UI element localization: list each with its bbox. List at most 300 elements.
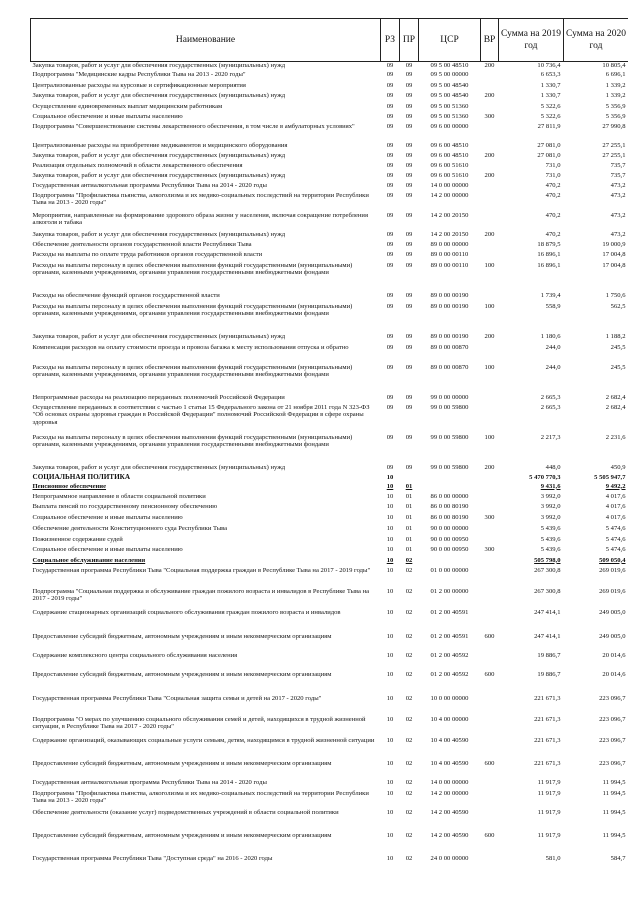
- cell-name: Содержание стационарных организаций социального обслуживания граждан пожилого возраста и инвалидов: [32, 608, 341, 616]
- cell-pr: 02: [405, 854, 413, 862]
- cell-vr: 200: [484, 62, 495, 69]
- table-row: [31, 292, 629, 303]
- cell-sum-2019: 247 414,1: [534, 608, 561, 616]
- header-pr: ПР: [400, 19, 419, 62]
- table-row: [31, 695, 629, 716]
- cell-vr: [481, 567, 499, 588]
- cell-sum-2020: 245,5: [610, 343, 626, 351]
- cell-csr: 10 4 00 00000: [430, 715, 469, 723]
- cell-csr: 09 6 00 00000: [430, 122, 469, 130]
- cell-sum-2020: 1 339,2: [605, 91, 626, 99]
- cell-csr: 90 0 00 00000: [430, 524, 469, 532]
- cell-rz: 10: [386, 587, 394, 595]
- cell-pr: 09: [405, 70, 413, 78]
- cell-csr: 01 2 00 40591: [430, 608, 469, 616]
- cell-rz: 10: [386, 632, 394, 640]
- cell-pr: 09: [405, 112, 413, 120]
- cell-csr: 89 0 00 00870: [430, 363, 469, 371]
- table-row: [31, 567, 629, 588]
- cell-sum-2019: 221 671,3: [534, 715, 561, 723]
- cell-name: Осуществление переданных в соответствии с частью 1 статьи 15 Федерального закона от 21 ноября 2011 года N 323-ФЗ "Об основах охраны здоровья граждан в Российской Федерации" полномочий Российской Федерации в сфере охраны здоровья: [32, 403, 370, 427]
- cell-vr: [481, 716, 499, 737]
- cell-rz: 10: [386, 502, 394, 510]
- cell-sum-2020: 4 017,6: [605, 513, 626, 521]
- cell-pr: 02: [405, 736, 413, 744]
- cell-name: Централизованные расходы на курсовые и сертификационные мероприятия: [32, 81, 246, 89]
- table-row: [31, 737, 629, 760]
- cell-sum-2019: 3 992,0: [540, 492, 561, 500]
- cell-csr: 89 0 00 00190: [430, 302, 469, 310]
- cell-csr: 24 0 00 00000: [430, 854, 469, 862]
- cell-sum-2019: 18 879,5: [537, 240, 561, 248]
- table-row: [31, 364, 629, 394]
- cell-name: Закупка товаров, работ и услуг для обеспечения государственных (муниципальных) нужд: [32, 62, 286, 69]
- cell-sum-2020: 11 994,5: [602, 778, 626, 786]
- cell-csr: 01 2 00 00000: [430, 587, 469, 595]
- cell-rz: 09: [386, 211, 394, 219]
- cell-sum-2020: 562,5: [610, 302, 626, 310]
- table-row: [31, 609, 629, 633]
- cell-pr: 09: [405, 161, 413, 169]
- cell-sum-2019: 5 470 770,3: [529, 473, 561, 481]
- cell-name: Социальное обеспечение и иные выплаты населению: [32, 513, 183, 521]
- cell-sum-2020: 735,7: [610, 161, 626, 169]
- cell-rz: 09: [386, 91, 394, 99]
- cell-sum-2020: 473,2: [610, 230, 626, 238]
- cell-pr: 09: [405, 151, 413, 159]
- cell-sum-2019: 16 896,1: [537, 261, 561, 269]
- cell-sum-2020: 17 004,8: [602, 250, 626, 258]
- table-row: [31, 212, 629, 231]
- cell-rz: 10: [386, 482, 394, 490]
- cell-csr: 09 5 00 51360: [430, 102, 469, 110]
- cell-sum-2020: 10 805,4: [602, 62, 626, 69]
- cell-sum-2019: 1 180,6: [540, 332, 561, 340]
- cell-pr: 01: [405, 513, 413, 521]
- cell-sum-2020: 1 750,6: [605, 291, 626, 299]
- cell-pr: 02: [405, 587, 413, 595]
- cell-sum-2020: 249 005,0: [599, 608, 626, 616]
- cell-sum-2020: 223 096,7: [599, 715, 626, 723]
- cell-rz: 10: [386, 608, 394, 616]
- cell-pr: 09: [405, 291, 413, 299]
- cell-sum-2020: 1 188,2: [605, 332, 626, 340]
- cell-rz: 09: [386, 433, 394, 441]
- cell-sum-2019: 448,0: [545, 463, 561, 471]
- cell-rz: 09: [386, 240, 394, 248]
- cell-vr: 300: [484, 545, 495, 553]
- cell-sum-2020: 5 474,6: [605, 545, 626, 553]
- cell-sum-2020: 5 356,9: [605, 112, 626, 120]
- cell-rz: 09: [386, 363, 394, 371]
- cell-vr: 300: [484, 513, 495, 521]
- cell-sum-2019: 19 886,7: [537, 651, 561, 659]
- cell-vr: 200: [484, 171, 495, 179]
- cell-csr: 14 2 00 20150: [430, 211, 469, 219]
- cell-pr: 02: [405, 759, 413, 767]
- cell-sum-2019: 5 322,6: [540, 102, 561, 110]
- cell-sum-2020: 2 231,6: [605, 433, 626, 441]
- cell-csr: 14 2 00 00000: [430, 789, 469, 797]
- table-row: [31, 652, 629, 671]
- cell-sum-2020: 450,9: [610, 463, 626, 471]
- table-row: [31, 103, 629, 113]
- cell-sum-2020: 269 019,6: [599, 587, 626, 595]
- cell-vr: [481, 394, 499, 404]
- cell-sum-2020: 269 019,6: [599, 566, 626, 574]
- cell-sum-2019: 16 896,1: [537, 250, 561, 258]
- cell-rz: 09: [386, 141, 394, 149]
- cell-name: Расходы на выплаты персоналу в целях обеспечения выполнения функций государственными (муниципальными) органами, казенными учреждениями, органами управления государственными внебюджетными фондами: [32, 363, 353, 379]
- cell-csr: 99 0 00 59800: [430, 433, 469, 441]
- cell-vr: 200: [484, 463, 495, 471]
- cell-vr: [481, 536, 499, 546]
- cell-sum-2019: 2 665,3: [540, 403, 561, 411]
- cell-csr: 09 6 00 48510: [430, 141, 469, 149]
- cell-csr: 99 0 00 59800: [430, 403, 469, 411]
- cell-vr: 100: [484, 261, 495, 269]
- header-sum-2020: Сумма на 2020 год: [564, 19, 629, 62]
- cell-sum-2019: 731,0: [545, 171, 561, 179]
- table-row: [31, 404, 629, 434]
- cell-sum-2019: 5 322,6: [540, 112, 561, 120]
- cell-vr: [481, 809, 499, 832]
- cell-sum-2020: 4 017,6: [605, 502, 626, 510]
- cell-name: Содержание организаций, оказывающих социальные услуги семьям, детям, находящимся в трудной жизненной ситуации: [32, 736, 375, 744]
- cell-rz: 10: [386, 473, 394, 481]
- cell-name: Закупка товаров, работ и услуг для обеспечения государственных (муниципальных) нужд: [32, 151, 286, 159]
- header-sum-2019: Сумма на 2019 год: [499, 19, 564, 62]
- cell-name: Подпрограмма "О мерах по улучшению социального обслуживания семей и детей, находящихся в трудной жизненной ситуации, в Республике Тыва на 2017 - 2020 годы": [32, 715, 366, 731]
- cell-rz: 10: [386, 513, 394, 521]
- table-row: [31, 493, 629, 503]
- cell-csr: 01 2 00 40591: [430, 632, 469, 640]
- cell-csr: [419, 483, 481, 493]
- cell-name: Осуществление единовременных выплат медицинским работникам: [32, 102, 223, 110]
- cell-vr: [481, 474, 499, 483]
- cell-rz: 09: [386, 302, 394, 310]
- cell-name: Содержание комплексного центра социального обслуживания населения: [32, 651, 238, 659]
- cell-csr: 01 2 00 40592: [430, 670, 469, 678]
- cell-name: Закупка товаров, работ и услуг для обеспечения государственных (муниципальных) нужд: [32, 332, 286, 340]
- cell-sum-2019: 247 414,1: [534, 632, 561, 640]
- cell-name: Государственная программа Республики Тыва "Социальная защита семьи и детей на 2017 - 2020 годы": [32, 694, 322, 702]
- cell-rz: 09: [386, 191, 394, 199]
- table-row: [31, 464, 629, 474]
- cell-name: Непрограммные расходы на реализацию переданных полномочий Российской Федерации: [32, 393, 285, 401]
- cell-name: Расходы на выплаты персоналу в целях обеспечения выполнения функций государственными (муниципальными) органами, казенными учреждениями, органами управления государственными внебюджетными фондами: [32, 302, 353, 318]
- cell-vr: 600: [484, 670, 495, 678]
- cell-rz: 10: [386, 789, 394, 797]
- table-row: [31, 82, 629, 92]
- cell-name: Выплата пенсий по государственному пенсионному обеспечению: [32, 502, 218, 510]
- cell-sum-2020: 5 474,6: [605, 535, 626, 543]
- cell-sum-2020: 19 000,9: [602, 240, 626, 248]
- table-row: [31, 514, 629, 525]
- cell-sum-2020: 6 696,1: [605, 70, 626, 78]
- cell-sum-2020: 9 492,2: [605, 482, 626, 490]
- cell-pr: 02: [405, 556, 413, 564]
- cell-vr: [481, 493, 499, 503]
- cell-sum-2020: 11 994,5: [602, 808, 626, 816]
- cell-rz: 10: [386, 651, 394, 659]
- cell-pr: 09: [405, 463, 413, 471]
- cell-vr: 600: [484, 632, 495, 640]
- cell-sum-2020: 11 994,5: [602, 789, 626, 797]
- cell-name: Мероприятия, направленные на формирование здорового образа жизни у населения, включая сокращение потребления алкоголя и табака: [32, 211, 368, 227]
- cell-sum-2020: 5 474,6: [605, 524, 626, 532]
- header-name: Наименование: [31, 19, 381, 62]
- cell-vr: [481, 142, 499, 152]
- table-body: [31, 62, 629, 874]
- cell-rz: 09: [386, 112, 394, 120]
- cell-vr: [481, 557, 499, 567]
- cell-vr: 200: [484, 91, 495, 99]
- cell-pr: 09: [405, 181, 413, 189]
- cell-name: Социальное обслуживание населения: [32, 556, 146, 564]
- cell-name: Государственная программа Республики Тыва "Социальная поддержка граждан в Республике Тыва на 2017 - 2019 годы": [32, 566, 371, 574]
- cell-vr: [481, 737, 499, 760]
- cell-sum-2020: 2 682,4: [605, 403, 626, 411]
- cell-vr: [481, 251, 499, 262]
- cell-rz: 09: [386, 151, 394, 159]
- cell-name: Закупка товаров, работ и услуг для обеспечения государственных (муниципальных) нужд: [32, 91, 286, 99]
- table-row: [31, 182, 629, 192]
- cell-sum-2019: 27 081,0: [537, 151, 561, 159]
- budget-table: [30, 18, 628, 874]
- cell-pr: 02: [405, 651, 413, 659]
- cell-pr: 09: [405, 171, 413, 179]
- table-row: [31, 142, 629, 152]
- cell-vr: [481, 241, 499, 251]
- table-header-row: [31, 19, 629, 62]
- cell-rz: 10: [386, 715, 394, 723]
- cell-name: Предоставление субсидий бюджетным, автономным учреждениям и иным некоммерческим организациям: [32, 632, 332, 640]
- cell-name: Расходы на выплаты по оплате труда работников органов государственной власти: [32, 250, 263, 258]
- cell-sum-2019: 11 917,9: [537, 789, 561, 797]
- cell-pr: 09: [405, 393, 413, 401]
- table-row: [31, 71, 629, 82]
- cell-sum-2019: 558,9: [545, 302, 561, 310]
- table-row: [31, 172, 629, 182]
- cell-csr: 86 0 00 80190: [430, 513, 469, 521]
- cell-vr: [481, 609, 499, 633]
- cell-rz: 10: [386, 736, 394, 744]
- cell-csr: 09 5 00 48540: [430, 81, 469, 89]
- cell-rz: 10: [386, 556, 394, 564]
- cell-csr: 99 0 00 59800: [430, 463, 469, 471]
- cell-pr: 09: [405, 102, 413, 110]
- cell-pr: 09: [405, 122, 413, 130]
- cell-sum-2019: 244,0: [545, 343, 561, 351]
- cell-sum-2019: 470,2: [545, 191, 561, 199]
- cell-sum-2020: 245,5: [610, 363, 626, 371]
- cell-csr: 14 0 00 00000: [430, 778, 469, 786]
- cell-vr: [481, 588, 499, 609]
- cell-sum-2020: 223 096,7: [599, 736, 626, 744]
- cell-name: Расходы на обеспечение функций органов государственной власти: [32, 291, 220, 299]
- cell-sum-2019: 10 736,4: [537, 62, 561, 69]
- table-row: [31, 152, 629, 162]
- table-row: [31, 557, 629, 567]
- document-page: [30, 18, 628, 898]
- cell-csr: 14 2 00 00000: [430, 191, 469, 199]
- cell-sum-2019: 2 665,3: [540, 393, 561, 401]
- cell-sum-2019: 11 917,9: [537, 831, 561, 839]
- cell-vr: 600: [484, 759, 495, 767]
- cell-sum-2019: 6 653,3: [540, 70, 561, 78]
- table-row: [31, 344, 629, 364]
- cell-vr: 600: [484, 831, 495, 839]
- cell-sum-2019: 581,0: [545, 854, 561, 862]
- cell-csr: 10 4 00 40590: [430, 759, 469, 767]
- cell-name: Компенсация расходов на оплату стоимости проезда и провоза багажа к месту использования отпуска и обратно: [32, 343, 349, 351]
- cell-sum-2019: 27 081,0: [537, 141, 561, 149]
- table-row: [31, 192, 629, 212]
- table-row: [31, 251, 629, 262]
- cell-name: Централизованные расходы на приобретение медикаментов и медицинского оборудования: [32, 141, 288, 149]
- cell-name: Государственная антиалкогольная программа Республики Тыва на 2014 - 2020 годы: [32, 181, 267, 189]
- cell-rz: 09: [386, 181, 394, 189]
- cell-pr: 02: [405, 831, 413, 839]
- cell-sum-2020: 27 255,1: [602, 141, 626, 149]
- cell-pr: 09: [405, 211, 413, 219]
- cell-rz: 09: [386, 102, 394, 110]
- cell-sum-2020: 11 994,5: [602, 831, 626, 839]
- cell-vr: [481, 695, 499, 716]
- cell-csr: 89 0 00 00000: [430, 240, 469, 248]
- cell-pr: 09: [405, 230, 413, 238]
- cell-csr: 10 0 00 00000: [430, 694, 469, 702]
- table-row: [31, 760, 629, 779]
- cell-csr: 10 4 00 40590: [430, 736, 469, 744]
- cell-name: Расходы на выплаты персоналу в целях обеспечения выполнения функций государственными (муниципальными) органами, казенными учреждениями, органами управления государственными внебюджетными фондами: [32, 261, 353, 277]
- cell-vr: 200: [484, 332, 495, 340]
- cell-sum-2019: 5 439,6: [540, 545, 561, 553]
- table-row: [31, 790, 629, 809]
- cell-pr: 09: [405, 332, 413, 340]
- cell-rz: 10: [386, 524, 394, 532]
- cell-rz: 09: [386, 171, 394, 179]
- cell-sum-2020: 735,7: [610, 171, 626, 179]
- cell-csr: 01 0 00 00000: [430, 566, 469, 574]
- cell-csr: [419, 557, 481, 567]
- table-row: [31, 483, 629, 493]
- cell-vr: 100: [484, 433, 495, 441]
- cell-sum-2019: 1 330,7: [540, 91, 561, 99]
- cell-sum-2019: 470,2: [545, 230, 561, 238]
- cell-pr: 01: [405, 524, 413, 532]
- cell-rz: 09: [386, 332, 394, 340]
- cell-name: Подпрограмма "Профилактика пьянства, алкоголизма и их медико-социальных последствий на территории Республики Тыва на 2013 - 2020 годы": [32, 191, 369, 207]
- cell-name: Предоставление субсидий бюджетным, автономным учреждениям и иным некоммерческим организациям: [32, 831, 332, 839]
- cell-sum-2019: 221 671,3: [534, 694, 561, 702]
- cell-csr: 89 0 00 00870: [430, 343, 469, 351]
- table-row: [31, 671, 629, 695]
- table-row: [31, 262, 629, 292]
- cell-sum-2020: 27 990,8: [602, 122, 626, 130]
- cell-csr: 09 6 00 48510: [430, 151, 469, 159]
- cell-vr: [481, 652, 499, 671]
- cell-rz: 09: [386, 291, 394, 299]
- cell-sum-2019: 11 917,9: [537, 778, 561, 786]
- cell-sum-2020: 20 014,6: [602, 651, 626, 659]
- cell-csr: 09 5 00 48510: [430, 62, 469, 69]
- cell-name: Подпрограмма "Медицинские кадры Республики Тыва на 2013 - 2020 годы": [32, 70, 246, 78]
- cell-vr: 200: [484, 230, 495, 238]
- cell-sum-2020: 27 255,1: [602, 151, 626, 159]
- table-row: [31, 855, 629, 874]
- cell-pr: 02: [405, 670, 413, 678]
- cell-sum-2019: 3 992,0: [540, 502, 561, 510]
- cell-name: Непрограммное направление в области социальной политики: [32, 492, 206, 500]
- cell-sum-2020: 20 014,6: [602, 670, 626, 678]
- cell-pr: 09: [405, 240, 413, 248]
- cell-vr: [481, 82, 499, 92]
- cell-pr: 01: [405, 502, 413, 510]
- cell-rz: 09: [386, 62, 394, 69]
- table-row: [31, 546, 629, 557]
- cell-name: Закупка товаров, работ и услуг для обеспечения государственных (муниципальных) нужд: [32, 171, 286, 179]
- header-vr: ВР: [481, 19, 499, 62]
- cell-sum-2020: 2 682,4: [605, 393, 626, 401]
- cell-rz: 10: [386, 778, 394, 786]
- table-row: [31, 62, 629, 71]
- cell-csr: 09 5 00 00000: [430, 70, 469, 78]
- header-csr: ЦСР: [419, 19, 481, 62]
- cell-name: Расходы на выплаты персоналу в целях обеспечения выполнения функций государственными (муниципальными) органами, казенными учреждениями, органами управления государственными внебюджетными фондами: [32, 433, 353, 449]
- cell-name: СОЦИАЛЬНАЯ ПОЛИТИКА: [32, 473, 131, 481]
- cell-pr: 01: [405, 492, 413, 500]
- cell-rz: 09: [386, 261, 394, 269]
- cell-vr: [481, 779, 499, 790]
- cell-rz: 10: [386, 808, 394, 816]
- cell-pr: 01: [405, 535, 413, 543]
- cell-pr: 02: [405, 789, 413, 797]
- cell-sum-2019: 505 798,0: [534, 556, 561, 564]
- cell-pr: 09: [405, 62, 413, 69]
- cell-csr: 86 0 00 80190: [430, 502, 469, 510]
- table-row: [31, 231, 629, 241]
- cell-name: Реализация отдельных полномочий в области лекарственного обеспечения: [32, 161, 243, 169]
- cell-rz: 09: [386, 161, 394, 169]
- cell-sum-2020: 473,2: [610, 211, 626, 219]
- cell-pr: 09: [405, 302, 413, 310]
- table-row: [31, 503, 629, 514]
- cell-sum-2020: 473,2: [610, 191, 626, 199]
- table-row: [31, 162, 629, 172]
- cell-rz: 09: [386, 70, 394, 78]
- cell-pr: 09: [405, 91, 413, 99]
- cell-rz: 10: [386, 759, 394, 767]
- cell-csr: 90 0 00 00950: [430, 535, 469, 543]
- cell-vr: [481, 525, 499, 536]
- cell-vr: [481, 855, 499, 874]
- cell-vr: 200: [484, 151, 495, 159]
- cell-sum-2020: 223 096,7: [599, 694, 626, 702]
- cell-pr: 09: [405, 343, 413, 351]
- cell-vr: [481, 212, 499, 231]
- cell-sum-2020: 473,2: [610, 181, 626, 189]
- cell-csr: 14 0 00 00000: [430, 181, 469, 189]
- cell-csr: 99 0 00 00000: [430, 393, 469, 401]
- cell-sum-2019: 731,0: [545, 161, 561, 169]
- cell-name: Обеспечение деятельности органов государственной власти Республики Тыва: [32, 240, 252, 248]
- cell-sum-2019: 221 671,3: [534, 736, 561, 744]
- cell-name: Подпрограмма "Совершенствование системы лекарственного обеспечения, в том числе в амбулаторных условиях": [32, 122, 355, 130]
- cell-pr: 02: [405, 778, 413, 786]
- cell-sum-2020: 249 005,0: [599, 632, 626, 640]
